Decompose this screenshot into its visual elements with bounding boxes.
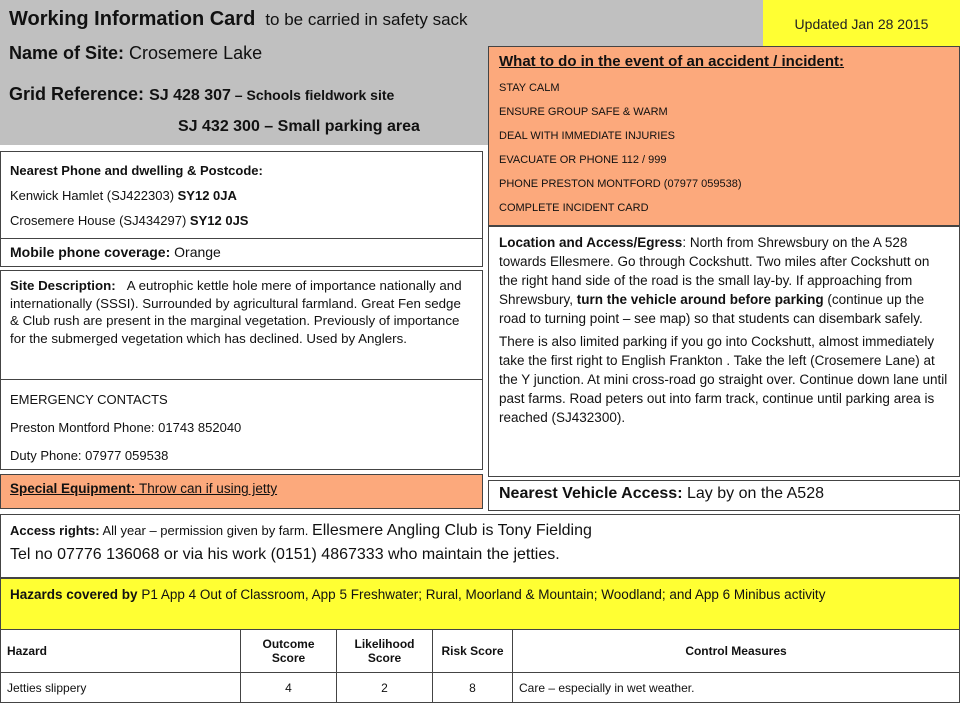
likelihood-cell: 2 — [337, 673, 433, 703]
hazards-covered-text: P1 App 4 Out of Classroom, App 5 Freshwater; Rural, Moorland & Mountain; Woodland; and App 6 Minibus activity — [141, 587, 826, 602]
hazards-covered-label: Hazards covered by — [10, 587, 138, 602]
emergency-duty: Duty Phone: 07977 059538 — [10, 448, 169, 463]
nearest-vehicle-value: Lay by on the A528 — [686, 485, 824, 502]
grid-label: Grid Reference: — [9, 84, 145, 104]
mobile-coverage-panel — [0, 238, 483, 267]
phone-line-1-place: Kenwick Hamlet (SJ422303) — [10, 188, 178, 203]
accident-step: PHONE PRESTON MONTFORD (07977 059538) — [499, 178, 742, 190]
accident-step: COMPLETE INCIDENT CARD — [499, 202, 649, 214]
header-hazard: Hazard — [1, 630, 241, 673]
updated-badge: Updated Jan 28 2015 — [763, 0, 960, 47]
accident-step: ENSURE GROUP SAFE & WARM — [499, 106, 668, 118]
accident-step: DEAL WITH IMMEDIATE INJURIES — [499, 130, 676, 142]
emergency-preston: Preston Montford Phone: 01743 852040 — [10, 420, 242, 435]
phone-label: Nearest Phone and dwelling & Postcode: — [10, 163, 263, 178]
nearest-vehicle-panel — [488, 480, 960, 511]
location-p1-b: (continue up the road to turning point – see map) so that students can disembark safely. — [499, 292, 925, 326]
phone-line-1-postcode: SY12 0JA — [177, 188, 237, 203]
title-note: to be carried in safety sack — [265, 10, 468, 29]
location-access-panel — [488, 226, 960, 477]
outcome-cell: 4 — [241, 673, 337, 703]
access-text-a: All year – permission given by farm. — [102, 523, 313, 538]
site-name-line — [9, 43, 262, 64]
site-description-text: A eutrophic kettle hole mere of importance nationally and internationally (SSSI). Surrounded by agricultural farmland. Great Fen sedge & Club rush are present in the marginal vegetation. Previously of importance for the submerged vegetation which has declined. Used by Anglers. — [10, 278, 462, 346]
emergency-heading: EMERGENCY CONTACTS — [10, 392, 168, 407]
title-text: Working Information Card — [9, 8, 256, 30]
special-equipment-panel — [0, 474, 483, 509]
access-text-b: Ellesmere Angling Club is Tony Fielding — [312, 522, 592, 539]
location-p1-a: : North from Shrewsbury on the A 528 towards Ellesmere. Go through Cockshutt. Two miles after Cockshutt on the right hand side of the road is the small lay-by. If approaching from Shrewsbury, — [499, 235, 930, 307]
special-equipment-label: Special Equipment: — [10, 481, 140, 496]
location-paragraph-1 — [499, 233, 949, 328]
location-paragraph-2: There is also limited parking if you go into Cockshutt, almost immediately take the first right to English Frankton . Take the left (Crosemere Lane) at the Y junction. At mini cross-road go straight over. Continue down lane until past farms. Road peters out into farm track, continue until parking area is reached (SJ432300). — [499, 334, 948, 425]
accident-step: EVACUATE OR PHONE 112 / 999 — [499, 154, 667, 166]
grid-reference-line — [9, 84, 394, 105]
access-rights-panel — [0, 514, 960, 578]
phone-line-2 — [10, 208, 473, 233]
access-line-2: Tel no 07776 136068 or via his work (0151) 4867333 who maintain the jetties. — [10, 546, 560, 563]
site-name: Crosemere Lake — [129, 43, 263, 63]
table-row — [1, 673, 960, 703]
hazard-table-header — [1, 630, 960, 673]
card-title — [9, 8, 468, 31]
hazard-table — [0, 629, 960, 703]
phone-line-2-postcode: SY12 0JS — [189, 213, 249, 228]
hazards-covered-panel — [0, 578, 960, 630]
special-equipment-value: Throw can if using jetty — [139, 481, 278, 496]
nearest-phone-panel — [0, 151, 483, 239]
accident-heading: What to do in the event of an accident / incident: — [499, 53, 845, 70]
site-description-panel — [0, 270, 483, 380]
header-outcome: Outcome Score — [241, 630, 337, 673]
phone-line-2-place: Crosemere House (SJ434297) — [10, 213, 190, 228]
nearest-vehicle-label: Nearest Vehicle Access: — [499, 485, 683, 502]
header-risk: Risk Score — [433, 630, 513, 673]
site-label: Name of Site: — [9, 43, 125, 63]
location-label: Location and Access/Egress — [499, 235, 683, 250]
hazard-cell: Jetties slippery — [1, 673, 241, 703]
site-description-label: Site Description: — [10, 278, 116, 293]
header-likelihood: Likelihood Score — [337, 630, 433, 673]
access-line-1 — [10, 520, 950, 542]
mobile-value: Orange — [174, 244, 221, 260]
control-measures-cell: Care – especially in wet weather. — [513, 673, 960, 703]
location-p1-bold: turn the vehicle around before parking — [576, 292, 824, 307]
accident-step: STAY CALM — [499, 82, 560, 94]
risk-cell: 8 — [433, 673, 513, 703]
grid-ref-1: SJ 428 307 — [149, 87, 231, 104]
grid-reference-line-2: SJ 432 300 – Small parking area — [178, 118, 420, 135]
grid-desc-1: – Schools fieldwork site — [230, 87, 395, 103]
mobile-label: Mobile phone coverage: — [10, 244, 171, 260]
phone-line-1 — [10, 183, 473, 208]
access-label: Access rights: — [10, 523, 100, 538]
header-control-measures: Control Measures — [513, 630, 960, 673]
emergency-contacts-panel — [0, 379, 483, 470]
accident-panel — [488, 46, 960, 226]
